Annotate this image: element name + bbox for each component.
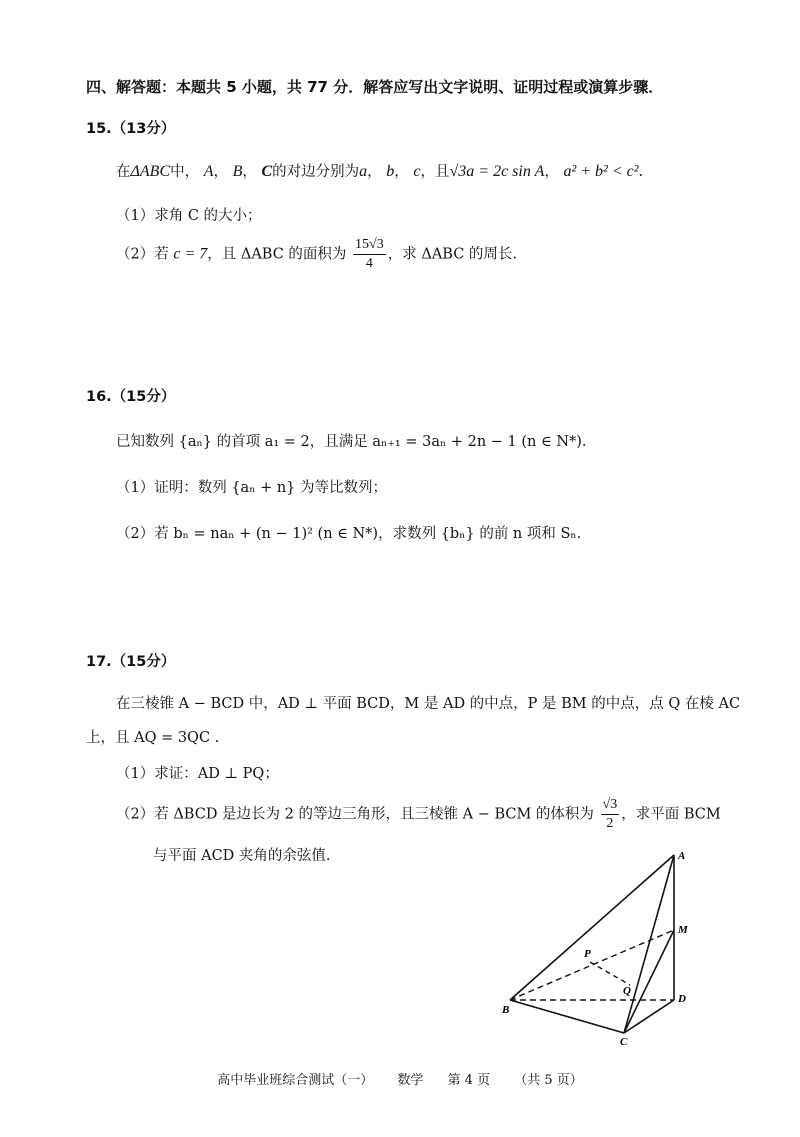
- q17-volume-denominator: 2: [606, 816, 614, 831]
- q15-vertex-b: B: [232, 163, 243, 180]
- q15-stem-and: ，且: [420, 164, 450, 180]
- q15-part2-prefix: （2）若: [116, 246, 169, 263]
- label-d: D: [678, 993, 686, 1005]
- q17-volume-numerator: √3: [601, 796, 620, 815]
- q16-part2: （2）若 bₙ = naₙ + (n − 1)² (n ∈ N*)，求数列 {bₙ} 的前 n 项和 Sₙ.: [116, 526, 582, 542]
- edge-bm-hidden: [510, 930, 674, 1000]
- q15-stem-mid: 中，: [170, 164, 200, 180]
- q15-stem: 在ΔABC中， A， B， C的对边分别为a， b， c，且√3a = 2c sin A， a² + b² < c².: [116, 163, 644, 180]
- sqrt-symbol: √: [449, 163, 459, 180]
- q16-part1: （1）证明：数列 {aₙ + n} 为等比数列；: [116, 480, 388, 496]
- label-p: P: [584, 948, 591, 960]
- q15-area-denominator: 4: [365, 256, 373, 271]
- q16-stem: 已知数列 {aₙ} 的首项 a₁ = 2，且满足 aₙ₊₁ = 3aₙ + 2n − 1 (n ∈ N*).: [116, 434, 587, 450]
- q17-part2-prefix: （2）若 ΔBCD 是边长为 2 的等边三角形，且三棱锥 A − BCM 的体积为: [116, 806, 594, 823]
- q15-stem-opp: 的对边分别为: [272, 164, 360, 180]
- tetrahedron-figure: [490, 845, 710, 1050]
- q15-part2-mid: ，且 ΔABC 的面积为: [207, 246, 347, 263]
- q17-part1: （1）求证：AD ⊥ PQ；: [116, 766, 279, 782]
- edge-bc: [510, 1000, 624, 1033]
- q15-equation-1: 3a = 2c sin A: [458, 163, 545, 180]
- label-m: M: [678, 924, 688, 936]
- q17-volume-fraction: [601, 796, 620, 833]
- q15-tri: ΔABC: [130, 163, 171, 180]
- q15-stem-prefix: 在: [116, 164, 131, 180]
- q15-part2-suffix: ，求 ΔABC 的周长.: [387, 246, 518, 263]
- page-footer: [0, 1069, 800, 1088]
- q15-area-numerator: 15√3: [353, 236, 386, 255]
- q15-area-fraction: [353, 236, 386, 273]
- q15-side-a: a: [359, 163, 368, 180]
- q15-side-c: c: [413, 163, 421, 180]
- label-c: C: [620, 1036, 628, 1048]
- q17-part2-line2: 与平面 ACD 夹角的余弦值.: [153, 848, 331, 864]
- footer-subject: 数学: [397, 1073, 424, 1088]
- section-header: 四、解答题：本题共 5 小题，共 77 分．解答应写出文字说明、证明过程或演算步骤．: [86, 78, 664, 96]
- q17-stem-line1: 在三棱锥 A − BCD 中，AD ⊥ 平面 BCD，M 是 AD 的中点，P 是 BM 的中点，点 Q 在棱 AC: [116, 696, 741, 712]
- q15-part2-c: c = 7: [173, 245, 208, 263]
- label-a: A: [678, 850, 686, 862]
- q15-part1: （1）求角 C 的大小；: [116, 208, 262, 224]
- q17-part2: [116, 796, 721, 833]
- q15-vertex-a: A: [203, 163, 214, 180]
- q17-stem-line2: 上，且 AQ = 3QC .: [86, 730, 220, 746]
- footer-page-number: 第 4 页: [447, 1073, 491, 1088]
- footer-total-pages: （共 5 页）: [514, 1073, 583, 1088]
- q16-number: 16.（15分）: [86, 389, 176, 405]
- q15-side-b: b: [386, 163, 395, 180]
- q15-number: 15.（13分）: [86, 121, 176, 137]
- footer-exam-name: 高中毕业班综合测试（一）: [217, 1073, 374, 1088]
- q15-vertex-c: C: [261, 163, 273, 180]
- label-b: B: [502, 1004, 510, 1016]
- segment-pq-hidden: [590, 962, 630, 985]
- q15-part2: [116, 236, 517, 273]
- q17-part2-suffix: ，求平面 BCM: [621, 806, 721, 823]
- label-q: Q: [623, 985, 631, 997]
- q15-equation-2: a² + b² < c²: [563, 163, 639, 180]
- q17-number: 17.（15分）: [86, 654, 176, 670]
- edge-ab: [510, 855, 674, 1000]
